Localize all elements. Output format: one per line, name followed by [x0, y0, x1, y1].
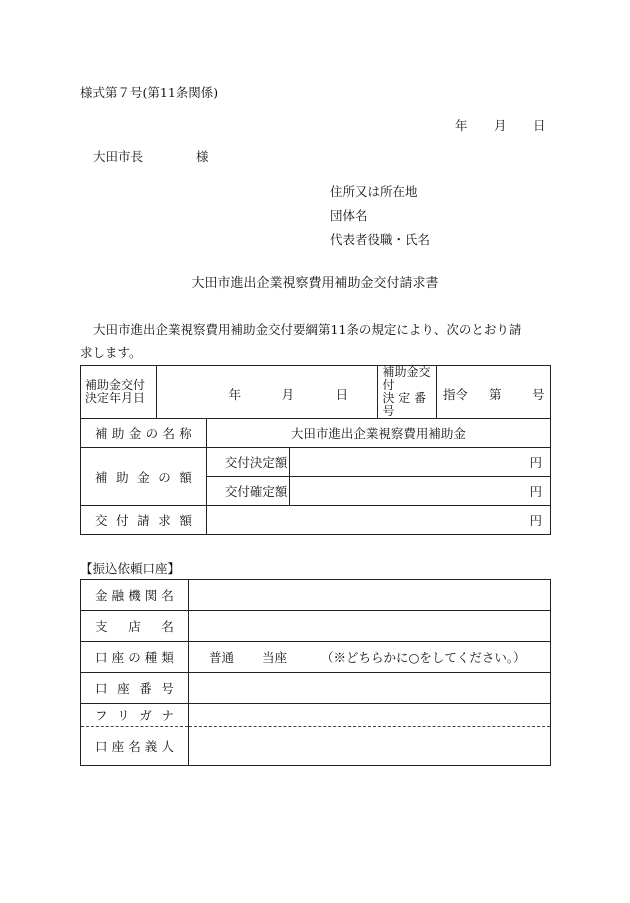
- grant-amount-label: 補 助 金 の 額: [81, 448, 207, 506]
- shirei-label: 指令: [442, 387, 468, 402]
- yen-unit: 円: [529, 513, 542, 528]
- yen-unit: 円: [529, 484, 542, 499]
- body-text-line2: 求します。: [80, 345, 142, 360]
- grant-name-row: [81, 419, 551, 448]
- decided-amount-row: [81, 448, 551, 477]
- holder-row: [81, 727, 551, 766]
- confirmed-amount-field[interactable]: [289, 477, 550, 506]
- furigana-label: フ リ ガ ナ: [81, 704, 189, 727]
- applicant-org-label: 団体名: [330, 208, 368, 223]
- date-month: 月: [494, 118, 507, 133]
- go-label: 号: [531, 387, 545, 402]
- decision-number-field[interactable]: [436, 366, 550, 419]
- furigana-row: [81, 704, 551, 727]
- bank-account-table: [80, 579, 551, 766]
- furigana-field[interactable]: [188, 704, 550, 727]
- confirmed-amount-label: 交付確定額: [206, 477, 289, 506]
- yen-unit: 円: [529, 455, 542, 470]
- account-number-label: 口 座 番 号: [81, 673, 189, 704]
- decided-amount-field[interactable]: [289, 448, 550, 477]
- selection-note: （※どちらかに○をしてください。）: [320, 650, 526, 665]
- date-year: 年: [455, 118, 468, 133]
- addressee: 大田市長: [93, 149, 144, 164]
- account-number-field[interactable]: [188, 673, 550, 704]
- toza-option[interactable]: 当座: [261, 650, 287, 665]
- account-number-row: [81, 673, 551, 704]
- decision-year-label: 年: [228, 387, 242, 402]
- applicant-rep-label: 代表者役職・氏名: [330, 232, 431, 247]
- account-type-row: [81, 642, 551, 673]
- futsu-option[interactable]: 普通: [208, 650, 234, 665]
- decided-amount-label: 交付決定額: [206, 448, 289, 477]
- institution-label: 金 融 機 関 名: [81, 580, 189, 611]
- grant-name-value: 大田市進出企業視察費用補助金: [206, 419, 550, 448]
- request-amount-label: 交 付 請 求 額: [81, 506, 207, 535]
- branch-label: 支 店 名: [81, 611, 189, 642]
- decision-number-label: 補助金交付 決 定 番 号: [378, 366, 436, 419]
- grant-name-label: 補 助 金 の 名 称: [81, 419, 207, 448]
- branch-field[interactable]: [188, 611, 550, 642]
- institution-row: [81, 580, 551, 611]
- honorific: 様: [196, 149, 209, 164]
- body-text-line1: 大田市進出企業視察費用補助金交付要綱第11条の規定により、次のとおり請: [93, 322, 522, 337]
- dai-label: 第: [488, 387, 502, 402]
- account-type-label: 口 座 の 種 類: [81, 642, 189, 673]
- request-amount-field[interactable]: [206, 506, 550, 535]
- form-number: 様式第７号(第11条関係): [80, 85, 219, 100]
- institution-field[interactable]: [188, 580, 550, 611]
- date-day: 日: [533, 118, 546, 133]
- request-amount-row: [81, 506, 551, 535]
- branch-row: [81, 611, 551, 642]
- decision-day-label: 日: [335, 387, 349, 402]
- decision-date-field[interactable]: [156, 366, 378, 419]
- document-title: 大田市進出企業視察費用補助金交付請求書: [191, 276, 439, 291]
- grant-info-table: [80, 365, 551, 535]
- applicant-address-label: 住所又は所在地: [330, 184, 418, 199]
- holder-field[interactable]: [188, 727, 550, 766]
- holder-label: 口 座 名 義 人: [81, 727, 189, 766]
- bank-section-title: 【振込依頼口座】: [80, 561, 181, 576]
- account-type-field[interactable]: [188, 642, 550, 673]
- decision-date-label: 補助金交付 決定年月日: [81, 366, 157, 419]
- decision-month-label: 月: [281, 387, 295, 402]
- decision-row: [81, 366, 551, 419]
